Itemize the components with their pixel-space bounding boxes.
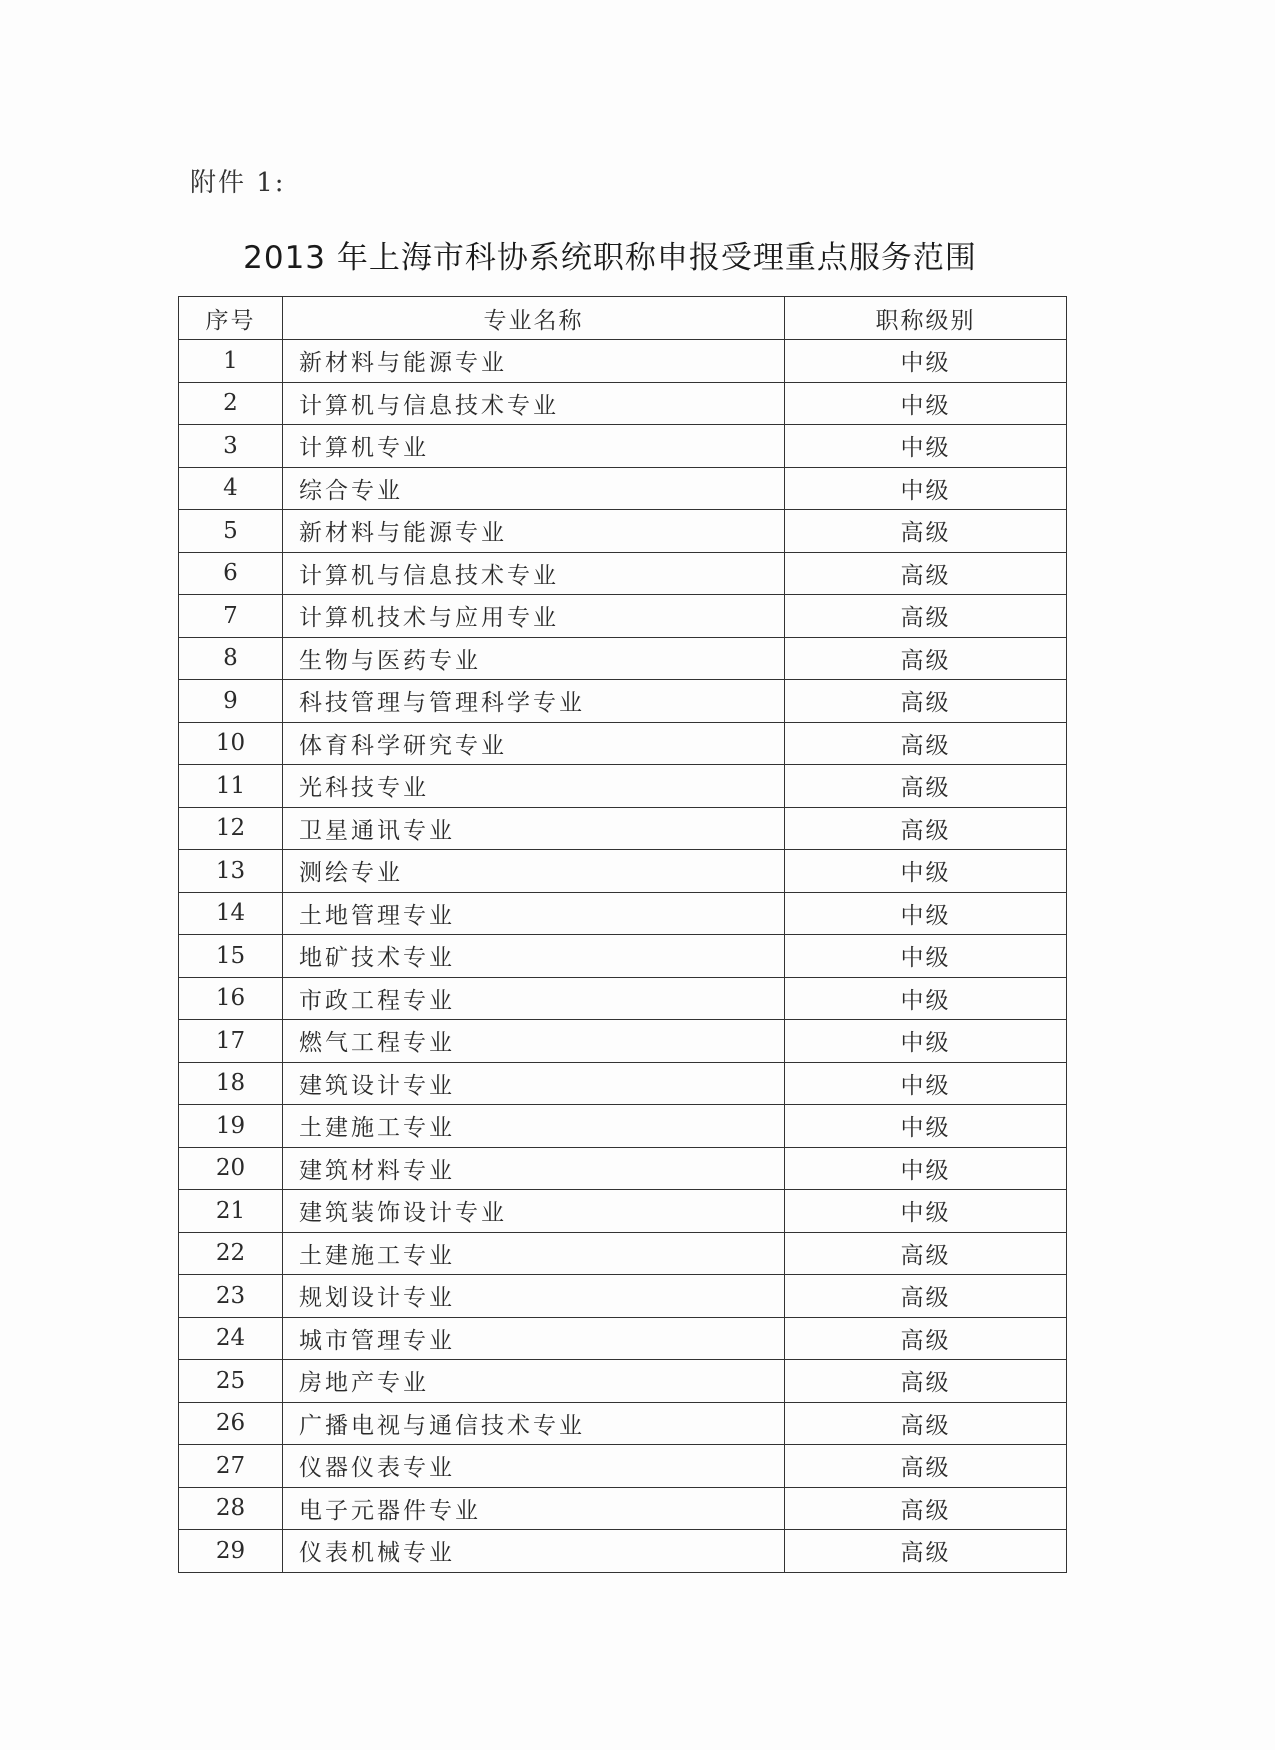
specialty-name-cell: 燃气工程专业 [283, 1020, 785, 1063]
row-number-cell: 25 [179, 1360, 283, 1403]
table-row [179, 977, 1067, 1020]
table-row [179, 892, 1067, 935]
row-number-cell: 28 [179, 1487, 283, 1530]
title-level-cell: 高级 [785, 765, 1067, 808]
table-row [179, 1147, 1067, 1190]
title-level-cell: 中级 [785, 425, 1067, 468]
table-row [179, 722, 1067, 765]
title-level-cell: 中级 [785, 1105, 1067, 1148]
table-body [179, 340, 1067, 1573]
row-number-cell: 17 [179, 1020, 283, 1063]
table-row [179, 1317, 1067, 1360]
table-row [179, 1020, 1067, 1063]
specialty-name-cell: 建筑设计专业 [283, 1062, 785, 1105]
table-row [179, 1360, 1067, 1403]
specialty-name-cell: 计算机与信息技术专业 [283, 382, 785, 425]
title-level-cell: 中级 [785, 1020, 1067, 1063]
specialty-name-cell: 卫星通讯专业 [283, 807, 785, 850]
specialty-name-cell: 建筑装饰设计专业 [283, 1190, 785, 1233]
table-row [179, 1402, 1067, 1445]
table-row [179, 595, 1067, 638]
title-level-cell: 中级 [785, 892, 1067, 935]
row-number-cell: 24 [179, 1317, 283, 1360]
title-level-cell: 高级 [785, 1317, 1067, 1360]
row-number-cell: 6 [179, 552, 283, 595]
title-level-cell: 高级 [785, 510, 1067, 553]
row-number-cell: 14 [179, 892, 283, 935]
row-number-cell: 7 [179, 595, 283, 638]
title-level-cell: 高级 [785, 552, 1067, 595]
table-row [179, 765, 1067, 808]
row-number-cell: 12 [179, 807, 283, 850]
specialty-name-cell: 体育科学研究专业 [283, 722, 785, 765]
table-row [179, 1530, 1067, 1573]
specialty-name-cell: 土地管理专业 [283, 892, 785, 935]
row-number-cell: 21 [179, 1190, 283, 1233]
table-row [179, 382, 1067, 425]
table-row [179, 425, 1067, 468]
table-row [179, 467, 1067, 510]
title-level-cell: 高级 [785, 637, 1067, 680]
title-level-cell: 高级 [785, 1402, 1067, 1445]
specialty-name-cell: 地矿技术专业 [283, 935, 785, 978]
row-number-cell: 13 [179, 850, 283, 893]
title-level-cell: 高级 [785, 807, 1067, 850]
service-scope-table-container [178, 296, 1067, 1573]
specialty-name-cell: 光科技专业 [283, 765, 785, 808]
row-number-cell: 19 [179, 1105, 283, 1148]
table-row [179, 1190, 1067, 1233]
specialty-name-cell: 计算机与信息技术专业 [283, 552, 785, 595]
specialty-name-cell: 计算机专业 [283, 425, 785, 468]
specialty-name-cell: 仪表机械专业 [283, 1530, 785, 1573]
title-level-cell: 中级 [785, 935, 1067, 978]
specialty-name-cell: 计算机技术与应用专业 [283, 595, 785, 638]
specialty-name-cell: 综合专业 [283, 467, 785, 510]
title-level-cell: 中级 [785, 382, 1067, 425]
specialty-name-cell: 科技管理与管理科学专业 [283, 680, 785, 723]
title-level-cell: 中级 [785, 1062, 1067, 1105]
row-number-cell: 29 [179, 1530, 283, 1573]
title-level-cell: 高级 [785, 1360, 1067, 1403]
row-number-cell: 22 [179, 1232, 283, 1275]
table-row [179, 850, 1067, 893]
specialty-name-cell: 电子元器件专业 [283, 1487, 785, 1530]
row-number-cell: 15 [179, 935, 283, 978]
title-level-cell: 中级 [785, 1190, 1067, 1233]
row-number-cell: 16 [179, 977, 283, 1020]
specialty-name-cell: 生物与医药专业 [283, 637, 785, 680]
document-title: 2013 年上海市科协系统职称申报受理重点服务范围 [243, 240, 977, 276]
title-level-cell: 中级 [785, 467, 1067, 510]
table-row [179, 1445, 1067, 1488]
specialty-name-cell: 仪器仪表专业 [283, 1445, 785, 1488]
title-level-cell: 高级 [785, 1275, 1067, 1318]
specialty-name-cell: 房地产专业 [283, 1360, 785, 1403]
title-level-cell: 中级 [785, 850, 1067, 893]
title-level-cell: 高级 [785, 1445, 1067, 1488]
service-scope-table [178, 296, 1067, 1573]
row-number-cell: 3 [179, 425, 283, 468]
row-number-cell: 11 [179, 765, 283, 808]
title-level-cell: 高级 [785, 1232, 1067, 1275]
table-row [179, 807, 1067, 850]
row-number-cell: 18 [179, 1062, 283, 1105]
specialty-name-cell: 土建施工专业 [283, 1105, 785, 1148]
row-number-cell: 23 [179, 1275, 283, 1318]
title-level-cell: 中级 [785, 1147, 1067, 1190]
table-row [179, 340, 1067, 383]
table-header-row [179, 297, 1067, 340]
table-row [179, 680, 1067, 723]
specialty-name-cell: 新材料与能源专业 [283, 510, 785, 553]
row-number-cell: 9 [179, 680, 283, 723]
specialty-name-cell: 市政工程专业 [283, 977, 785, 1020]
table-row [179, 1487, 1067, 1530]
title-level-cell: 高级 [785, 1487, 1067, 1530]
row-number-cell: 2 [179, 382, 283, 425]
row-number-cell: 20 [179, 1147, 283, 1190]
specialty-name-cell: 规划设计专业 [283, 1275, 785, 1318]
title-level-cell: 高级 [785, 595, 1067, 638]
title-level-cell: 高级 [785, 722, 1067, 765]
row-number-cell: 5 [179, 510, 283, 553]
title-level-cell: 中级 [785, 340, 1067, 383]
column-header-name: 专业名称 [283, 297, 785, 340]
specialty-name-cell: 新材料与能源专业 [283, 340, 785, 383]
table-row [179, 637, 1067, 680]
specialty-name-cell: 建筑材料专业 [283, 1147, 785, 1190]
column-header-level: 职称级别 [785, 297, 1067, 340]
title-level-cell: 中级 [785, 977, 1067, 1020]
table-row [179, 935, 1067, 978]
table-row [179, 1062, 1067, 1105]
table-row [179, 552, 1067, 595]
attachment-label: 附件 1: [190, 168, 286, 198]
specialty-name-cell: 城市管理专业 [283, 1317, 785, 1360]
title-level-cell: 高级 [785, 680, 1067, 723]
row-number-cell: 10 [179, 722, 283, 765]
column-header-no: 序号 [179, 297, 283, 340]
row-number-cell: 27 [179, 1445, 283, 1488]
row-number-cell: 4 [179, 467, 283, 510]
table-row [179, 1275, 1067, 1318]
row-number-cell: 26 [179, 1402, 283, 1445]
specialty-name-cell: 广播电视与通信技术专业 [283, 1402, 785, 1445]
row-number-cell: 1 [179, 340, 283, 383]
table-row [179, 510, 1067, 553]
title-level-cell: 高级 [785, 1530, 1067, 1573]
specialty-name-cell: 土建施工专业 [283, 1232, 785, 1275]
table-row [179, 1105, 1067, 1148]
table-row [179, 1232, 1067, 1275]
row-number-cell: 8 [179, 637, 283, 680]
specialty-name-cell: 测绘专业 [283, 850, 785, 893]
